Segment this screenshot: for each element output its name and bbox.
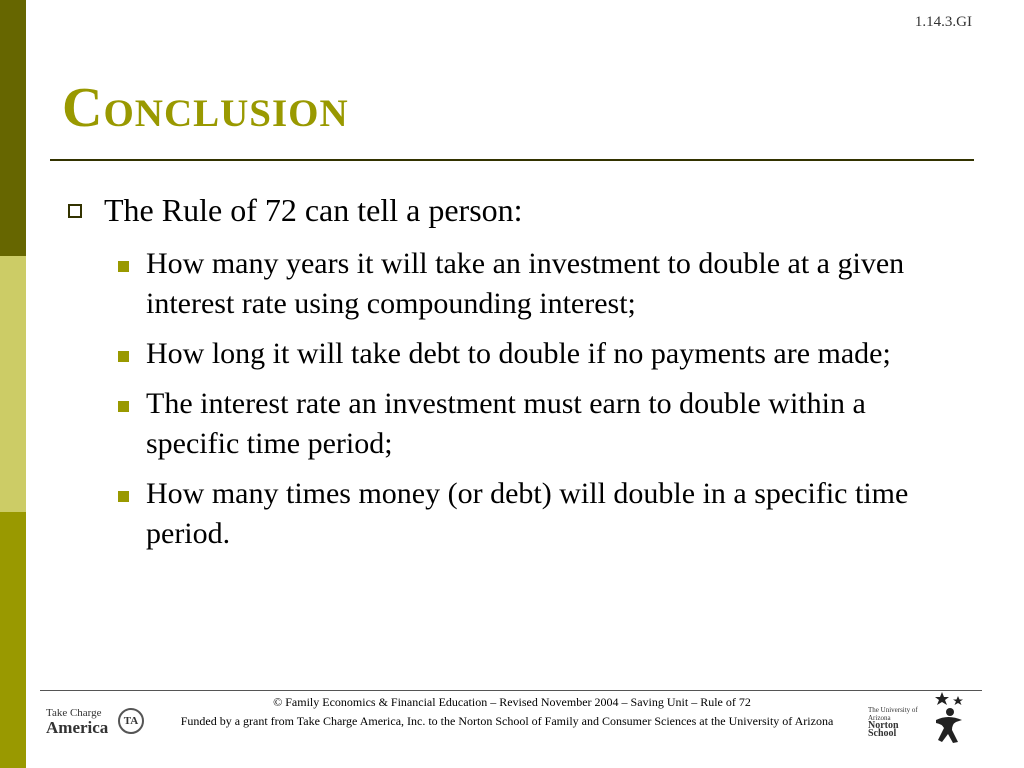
side-bar-dark [0,0,26,256]
footer-divider [40,690,982,691]
list-item [0,334,960,374]
norton-school-logo [868,706,926,740]
footer-copyright: © Family Economics & Financial Education – Revised November 2004 – Saving Unit – Rule of 72 [273,695,751,709]
title-divider [50,159,974,161]
list-item-text: How many times money (or debt) will double in a specific time period. [146,477,909,550]
list-item [0,384,960,464]
slide-title: Conclusion [62,77,349,139]
footer-funding: Funded by a grant from Take Charge America, Inc. to the Norton School of Family and Consumer Sciences at the University of Arizona [180,714,834,728]
logo-ua-name: Norton School [868,720,899,739]
circle-logo: TA [118,708,144,734]
star-figure-logo-icon [928,690,968,746]
square-bullet-icon [118,401,129,412]
list-item-text: How long it will take debt to double if no payments are made; [146,337,891,370]
list-item-text: How many years it will take an investment to double at a given interest rate using compounding interest; [146,247,905,320]
list-item-text: The interest rate an investment must earn to double within a specific time period; [146,387,866,460]
logo-tca-top-text: Take Charge [46,707,102,719]
sub-bullet-list [0,244,1024,564]
list-item [0,244,960,324]
logo-ua-top-text: The University of Arizona [868,706,918,722]
square-bullet-icon [118,491,129,502]
take-charge-america-logo [46,708,118,738]
slide-code: 1.14.3.GI [914,14,972,30]
list-item [0,474,960,554]
square-bullet-icon [118,261,129,272]
level1-bullet-text: The Rule of 72 can tell a person: [104,192,523,228]
logo-tca-bottom-text: America [46,718,109,737]
square-bullet-icon [118,351,129,362]
hollow-square-bullet-icon [68,204,82,218]
